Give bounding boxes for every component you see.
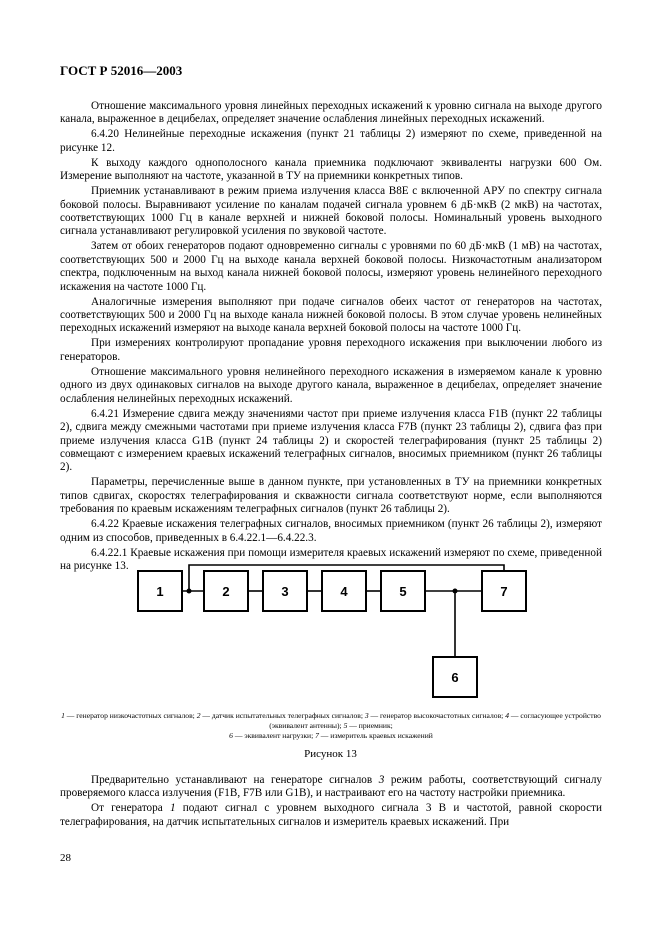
- block-2: 2: [203, 570, 249, 612]
- body-text-top: [60, 100, 602, 575]
- body-text-bottom: [60, 774, 602, 831]
- paragraph: При измерениях контролируют пропадание уровня переходного искажения при выключении любого из генераторов.: [60, 337, 602, 363]
- legend-text: — согласующее устройство (эквивалент антенны);: [269, 711, 601, 730]
- legend-text: — датчик испытательных телеграфных сигналов;: [200, 711, 365, 720]
- legend-number: 7: [315, 731, 319, 740]
- figure-13-diagram: [0, 560, 661, 710]
- block-5: 5: [380, 570, 426, 612]
- paragraph: Отношение максимального уровня нелинейного переходного искажения в измеряемом канале к уровню одного из двух одинаковых сигналов на выходе другого канала, выраженное в децибелах, определяет значение ослабления нелинейных переходных искажений.: [60, 365, 602, 405]
- page-number: 28: [60, 852, 71, 864]
- paragraph: 6.4.20 Нелинейные переходные искажения (пункт 21 таблицы 2) измеряют по схеме, приведенной на рисунке 12.: [60, 128, 602, 154]
- block-1: 1: [137, 570, 183, 612]
- legend-number: 3: [364, 711, 369, 720]
- document-header: ГОСТ Р 52016—2003: [60, 63, 183, 78]
- junction-dot: [187, 589, 192, 594]
- legend-text: — эквивалент нагрузки;: [232, 731, 316, 740]
- legend-number: 2: [196, 711, 201, 720]
- paragraph: Приемник устанавливают в режим приема излучения класса В8Е с включенной АРУ по спектру сигнала боковой полосы. Выравнивают усиление по каналам подачей сигнала уровнем 6 дБ·мкВ (2 мкВ) на частотах, соответствующих 1000 Гц в канале верхней и нижней боковой полосы. Номинальный уровень выходного сигнала устанавливают регулировкой усиления по звуковой частоте.: [60, 185, 602, 238]
- block-6: 6: [432, 656, 478, 698]
- legend-text: — измеритель краевых искажений: [318, 731, 433, 740]
- paragraph: 6.4.21 Измерение сдвига между значениями частот при приеме излучения класса F1B (пункт 22 таблицы 2), сдвига между смежными частотами при приеме излучения класса F7B (пункт 23 таблицы 2), сдвига фаз при приеме излучения класса G1B (пункт 24 таблицы 2) и скоростей телеграфирования (пункт 25 таблицы 2) совмещают с измерением краевых искажений телеграфных сигналов, вносимых приемником (пункт 26 таблицы 2).: [60, 407, 602, 474]
- paragraph: Аналогичные измерения выполняют при подаче сигналов обеих частот от генераторов на частотах, соответствующих 500 и 2000 Гц на выходе канала нижней боковой полосы. В этом случае уровень нелинейных переходных искажений измеряют на выходе канала верхней боковой полосы на частоте 1000 Гц.: [60, 295, 602, 335]
- legend-text: — генератор низкочастотных сигналов;: [64, 711, 197, 720]
- legend-text: — генератор высокочастотных сигналов;: [368, 711, 506, 720]
- paragraph: От генератора 1 подают сигнал с уровнем выходного сигнала 3 В и частотой, равной скорости телеграфирования, на датчик испытательных сигналов и измеритель краевых искажений. При: [60, 802, 602, 828]
- junction-dot: [453, 589, 458, 594]
- figure-title: Рисунок 13: [304, 748, 357, 760]
- block-3: 3: [262, 570, 308, 612]
- block-4: 4: [321, 570, 367, 612]
- block-7: 7: [481, 570, 527, 612]
- legend-number: 1: [61, 711, 65, 720]
- paragraph: Отношение максимального уровня линейных переходных искажений к уровню сигнала на выходе другого канала, выраженное в децибелах, определяет значение ослабления линейных переходных искажений.: [60, 100, 602, 126]
- paragraph: Параметры, перечисленные выше в данном пункте, при установленных в ТУ на приемники конкретных типов сдвигах, скоростях телеграфирования и скважности сигнала соответствуют норме, если выполняются требования по краевым искажениям телеграфных сигналов (пункт 26 таблицы 2).: [60, 476, 602, 516]
- paragraph: К выходу каждого однополосного канала приемника подключают эквиваленты нагрузки 600 Ом. Измерение выполняют на частоте, указанной в ТУ на приемники конкретных типов.: [60, 156, 602, 183]
- legend-number: 6: [229, 731, 233, 740]
- legend-number: 4: [505, 711, 509, 720]
- paragraph: Предварительно устанавливают на генераторе сигналов 3 режим работы, соответствующий сигналу проверяемого класса излучения (F1B, F7B или G1B), и настраивают его на частоту настройки приемника.: [60, 774, 602, 800]
- figure-legend: [60, 711, 602, 741]
- legend-number: 5: [343, 721, 348, 730]
- legend-text: — приемник;: [347, 721, 393, 730]
- paragraph: 6.4.22.1 Краевые искажения при помощи измерителя краевых искажений измеряют по схеме, приведенной на рисунке 13.: [60, 546, 602, 572]
- paragraph: 6.4.22 Краевые искажения телеграфных сигналов, вносимых приемником (пункт 26 таблицы 2), измеряют одним из способов, приведенных в 6.4.22.1—6.4.22.3.: [60, 518, 602, 544]
- paragraph: Затем от обоих генераторов подают одновременно сигналы с уровнями по 60 дБ·мкВ (1 мВ) на частотах, соответствующих 500 и 2000 Гц на выходе канала верхней боковой полосы. Низкочастотным анализатором спектра, подключенным на выход канала нижней боковой полосы, измеряют уровень нелинейного переходного искажения на частоте 1000 Гц.: [60, 240, 602, 293]
